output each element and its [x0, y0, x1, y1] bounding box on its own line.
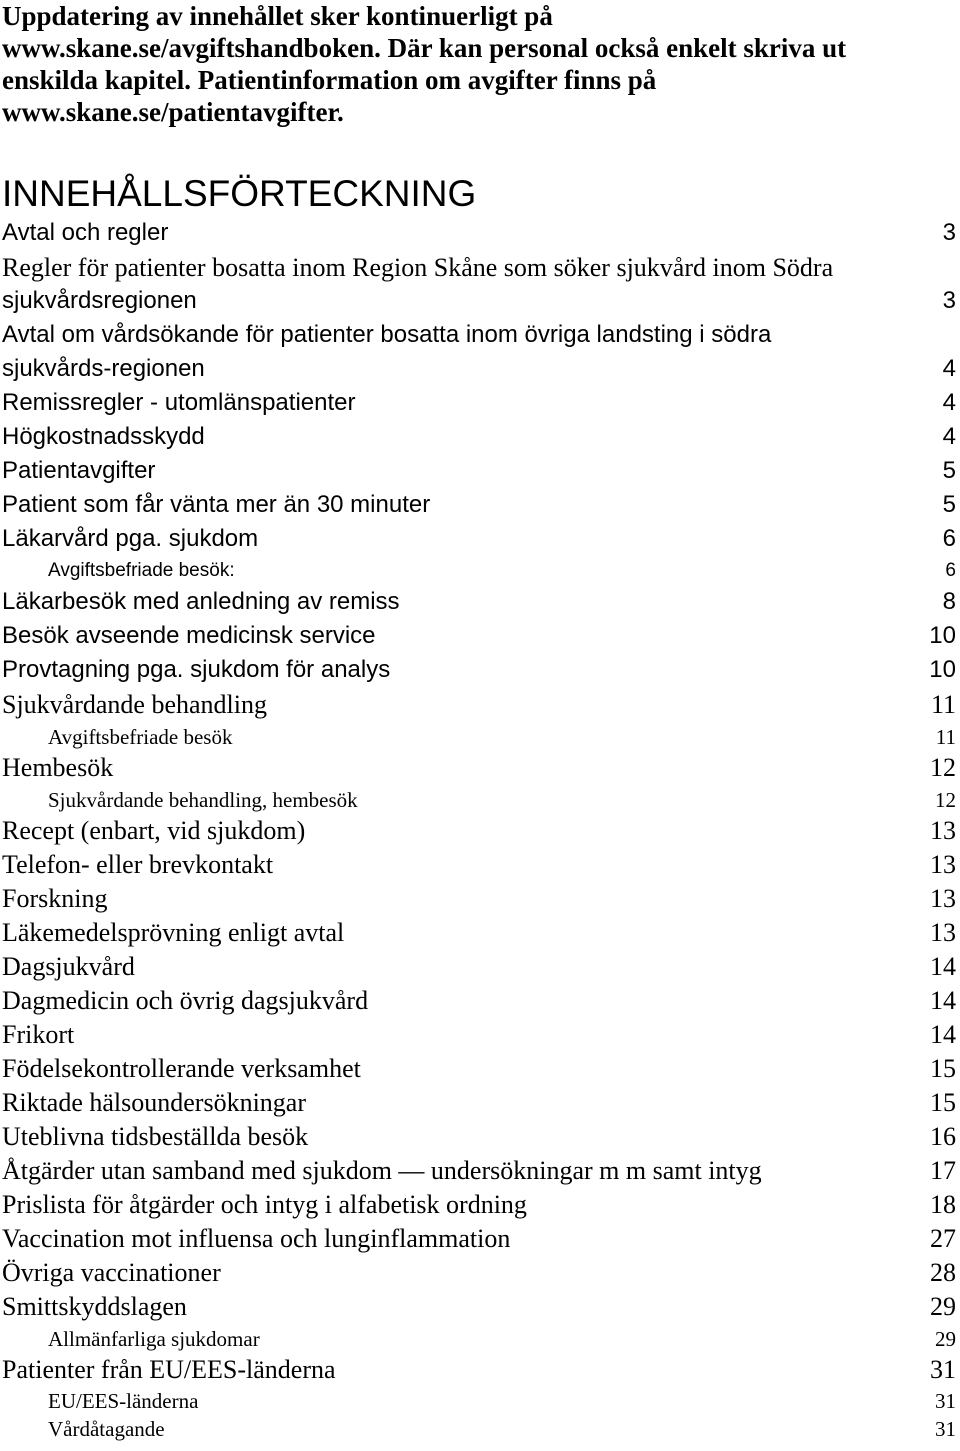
toc-entry-title: Avtal och regler [2, 219, 169, 246]
toc-entry-page: 17 [930, 1156, 956, 1185]
toc-entry-title: Recept (enbart, vid sjukdom) [2, 816, 306, 845]
toc-entry[interactable] [0, 253, 956, 287]
toc-entry[interactable] [0, 423, 956, 457]
toc-entry-page: 14 [930, 986, 956, 1015]
toc-entry-title: Allmänfarliga sjukdomar [48, 1327, 260, 1351]
toc-entry-page: 11 [930, 690, 956, 719]
toc-entry[interactable] [0, 355, 956, 389]
toc-entry[interactable] [0, 884, 956, 918]
toc-entry-page: 18 [930, 1190, 956, 1219]
toc-entry-title: Telefon- eller brevkontakt [2, 850, 274, 879]
toc-entry-page: 29 [930, 1292, 956, 1321]
toc-entry[interactable] [0, 321, 956, 355]
toc-entry-title: Prislista för åtgärder och intyg i alfabetisk ordning [2, 1190, 527, 1219]
toc-entry-page: 15 [930, 1088, 956, 1117]
toc-entry-page: 14 [930, 1020, 956, 1049]
toc-entry[interactable] [0, 1156, 956, 1190]
toc-entry-page: 3 [942, 287, 956, 314]
toc-entry[interactable] [0, 1355, 956, 1389]
toc-entry[interactable] [0, 491, 956, 525]
toc-entry-title: Avgiftsbefriade besök [48, 725, 233, 749]
intro-line: www.skane.se/patientavgifter. [2, 97, 344, 127]
toc-entry[interactable] [0, 1122, 956, 1156]
toc-entry-page: 12 [935, 788, 956, 812]
toc-entry-title: Åtgärder utan samband med sjukdom — undersökningar m m samt intyg [2, 1156, 762, 1185]
toc-entry-title: Högkostnadsskydd [2, 423, 205, 450]
toc-entry-title: Läkarbesök med anledning av remiss [2, 588, 400, 615]
toc-entry[interactable] [0, 1190, 956, 1224]
toc-entry-page: 28 [930, 1258, 956, 1287]
toc-entry-page: 4 [942, 355, 956, 382]
toc-entry-title: Vårdåtagande [48, 1417, 165, 1441]
toc-entry-page: 29 [935, 1327, 956, 1351]
toc-entry[interactable] [0, 1224, 956, 1258]
toc-entry-title: Dagmedicin och övrig dagsjukvård [2, 986, 369, 1015]
intro-line: enskilda kapitel. Patientinformation om avgifter finns på [2, 65, 657, 95]
toc-entry-title: sjukvårds-regionen [2, 355, 205, 382]
toc-entry-page: 11 [935, 725, 956, 749]
toc-entry-page: 27 [930, 1224, 956, 1253]
toc-entry[interactable] [0, 656, 956, 690]
toc-entry-page: 10 [929, 656, 956, 683]
toc-entry-page: 31 [935, 1417, 956, 1441]
toc-entry[interactable] [0, 1054, 956, 1088]
toc-entry-title: Hembesök [2, 753, 114, 782]
toc-entry-page: 13 [930, 850, 956, 879]
toc-heading: INNEHÅLLSFÖRTECKNING [2, 173, 477, 214]
toc-entry[interactable] [0, 753, 956, 787]
toc-entry-title: Läkemedelsprövning enligt avtal [2, 918, 345, 947]
toc-entry-page: 13 [930, 918, 956, 947]
toc-entry[interactable] [0, 287, 956, 321]
toc-entry-page: 15 [930, 1054, 956, 1083]
toc-entry-title: Frikort [2, 1020, 75, 1049]
toc-entry-title: sjukvårdsregionen [2, 287, 197, 314]
toc-entry-page: 31 [930, 1355, 956, 1384]
toc-entry[interactable] [0, 816, 956, 850]
toc-entry[interactable] [0, 952, 956, 986]
toc-entry[interactable] [0, 918, 956, 952]
toc-entry-page: 16 [930, 1122, 956, 1151]
toc-entry-page: 4 [942, 423, 956, 450]
toc-entry-title: Vaccination mot influensa och lunginflammation [2, 1224, 511, 1253]
toc-entry-page: 5 [942, 457, 956, 484]
toc-entry-title: Födelsekontrollerande verksamhet [2, 1054, 361, 1083]
toc-entry-title: Avtal om vårdsökande för patienter bosatta inom övriga landsting i södra [2, 321, 772, 348]
toc-entry-title: Patientavgifter [2, 457, 156, 484]
toc-entry-title: Övriga vaccinationer [2, 1258, 221, 1287]
toc-entry[interactable] [0, 588, 956, 622]
toc-entry-page: 31 [935, 1389, 956, 1413]
toc-entry[interactable] [0, 525, 956, 559]
toc-entry-page: 13 [930, 816, 956, 845]
toc-entry-title: Dagsjukvård [2, 952, 135, 981]
toc-entry-page: 14 [930, 952, 956, 981]
intro-line: Uppdatering av innehållet sker kontinuerligt på [2, 1, 553, 31]
toc-entry-title: Besök avseende medicinsk service [2, 622, 376, 649]
toc-entry-title: Forskning [2, 884, 108, 913]
toc-entry[interactable] [0, 457, 956, 491]
toc-entry-title: Regler för patienter bosatta inom Region Skåne som söker sjukvård inom Södra [2, 253, 834, 282]
toc-entry-title: Patient som får vänta mer än 30 minuter [2, 491, 431, 518]
toc-entry[interactable] [0, 986, 956, 1020]
toc-entry-title: Sjukvårdande behandling [2, 690, 267, 719]
toc-entry[interactable] [0, 219, 956, 253]
toc-entry[interactable] [0, 1020, 956, 1054]
toc-entry-title: Uteblivna tidsbeställda besök [2, 1122, 309, 1151]
toc-entry-title: Patienter från EU/EES-länderna [2, 1355, 336, 1384]
toc-entry[interactable] [0, 1258, 956, 1292]
intro-line: www.skane.se/avgiftshandboken. Där kan personal också enkelt skriva ut [2, 33, 847, 63]
toc-entry-page: 5 [942, 491, 956, 518]
toc-entry[interactable] [0, 1088, 956, 1122]
toc-entry-page: 3 [942, 219, 956, 246]
toc-entry-page: 10 [929, 622, 956, 649]
toc-entry[interactable] [0, 690, 956, 724]
toc-entry[interactable] [0, 389, 956, 423]
intro-paragraph [2, 0, 952, 128]
toc-entry-title: Provtagning pga. sjukdom för analys [2, 656, 391, 683]
toc-entry-title: Riktade hälsoundersökningar [2, 1088, 306, 1117]
toc-entry-title: Smittskyddslagen [2, 1292, 187, 1321]
toc-entry-page: 6 [942, 525, 956, 552]
toc-entry-page: 4 [942, 389, 956, 416]
toc-entry-page: 13 [930, 884, 956, 913]
toc-entry-page: 12 [930, 753, 956, 782]
toc-entry-title: EU/EES-länderna [48, 1389, 199, 1413]
toc-entry[interactable] [0, 622, 956, 656]
toc-entry-title: Läkarvård pga. sjukdom [2, 525, 259, 552]
toc-entry-page: 6 [945, 560, 956, 581]
toc-entry[interactable] [0, 850, 956, 884]
toc-entry-title: Remissregler - utomlänspatienter [2, 389, 356, 416]
toc-entry-title: Avgiftsbefriade besök: [48, 560, 235, 581]
toc-entry-page: 8 [942, 588, 956, 615]
toc-entry-title: Sjukvårdande behandling, hembesök [48, 788, 358, 812]
toc-entry[interactable] [0, 1292, 956, 1326]
